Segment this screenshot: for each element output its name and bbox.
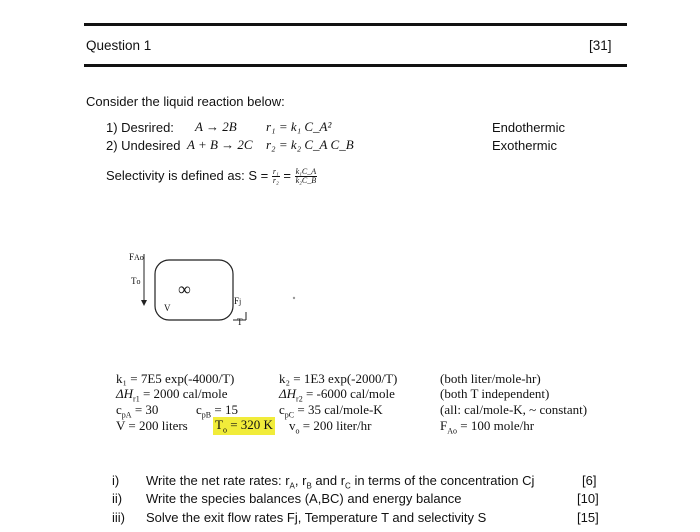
heat-of-reaction-2: $\Delta H_{r2} = -6000$ cal/mole [279, 386, 395, 404]
k1-expression: k₁ = 7E5 exp(-4000/T) [116, 371, 235, 386]
intro-text: Consider the liquid reaction below: [86, 94, 285, 109]
exit-temperature-label: T [237, 317, 243, 327]
reaction-equation: A → 2B [195, 119, 237, 134]
feed-flow-label: FAo [129, 252, 144, 262]
fraction-denominator: r₂ [272, 176, 279, 186]
k2-expression: k₂ = 1E3 exp(-2000/T) [279, 371, 398, 386]
task-text: Write the net rate rates: $r_A$, $r_B$ and $r_C$ in terms of the concentration Cj [146, 473, 535, 491]
task-marks: [15] [577, 510, 599, 525]
reaction-rate: r₁ = k₁ C_A² [266, 119, 332, 134]
task-number: i) [112, 473, 120, 488]
feed-molar-flow-value: $F_{Ao} = 100$ mole/hr [440, 418, 535, 436]
stirrer-icon: ∞ [178, 279, 191, 299]
top-rule [84, 23, 627, 26]
fraction-numerator: k₁C_A [295, 167, 317, 177]
task-number: iii) [112, 510, 125, 525]
reaction-rate: r₂ = k₂ C_A C_B [266, 137, 354, 152]
heat-capacity-a: $c_{pA} = 30$ [116, 402, 159, 420]
heat-capacity-units-note: (all: cal/mole-K, ~ constant) [440, 402, 588, 417]
exit-flow-label: Fj [234, 296, 242, 306]
question-marks: [31] [589, 38, 612, 53]
reactor-volume-label: V [164, 303, 171, 313]
reaction-equation: A + B → 2C [187, 137, 253, 152]
equals-sign: = [279, 168, 295, 183]
volumetric-flow-value: $v_o = 200$ liter/hr [289, 418, 372, 436]
rate-constant-units-note: (both liter/mole-hr) [440, 371, 541, 386]
fraction-denominator: k₂C_B [295, 176, 317, 186]
heat-of-reaction-1: $\Delta H_{r1} = 2000$ cal/mole [116, 386, 228, 404]
selectivity-fraction-rates [272, 168, 280, 185]
feed-temperature-label: To [131, 276, 141, 286]
feed-temperature-value: $T_o = 320$ K [215, 417, 273, 435]
selectivity-label: Selectivity is defined as: S = [106, 168, 272, 183]
reaction-type: Exothermic [492, 138, 558, 153]
task-text: Write the species balances (A,BC) and energy balance [146, 491, 462, 506]
heat-units-note: (both T independent) [440, 386, 550, 401]
reaction-label: 2) Undesired [106, 138, 181, 153]
task-text: Solve the exit flow rates Fj, Temperature T and selectivity S [146, 510, 487, 525]
reactor-volume-value: V = 200 liters [116, 418, 188, 433]
heat-capacity-c: $c_{pC} = 35$ cal/mole-K [279, 402, 383, 420]
question-title: Question 1 [86, 38, 152, 53]
task-marks: [6] [582, 473, 597, 488]
fraction-numerator: r₁ [272, 167, 279, 177]
reaction-type: Endothermic [492, 120, 565, 135]
selectivity-definition [106, 168, 317, 185]
heat-capacity-b: $c_{pB} = 15$ [196, 402, 238, 420]
header-bottom-rule [84, 64, 627, 67]
selectivity-fraction-kinetics [295, 168, 318, 185]
reaction-label: 1) Desrired: [106, 120, 174, 135]
task-number: ii) [112, 491, 123, 506]
stray-dot [293, 297, 295, 299]
cstr-diagram-graphic [120, 248, 310, 338]
feed-arrow-icon [141, 300, 147, 306]
task-marks: [10] [577, 491, 599, 506]
